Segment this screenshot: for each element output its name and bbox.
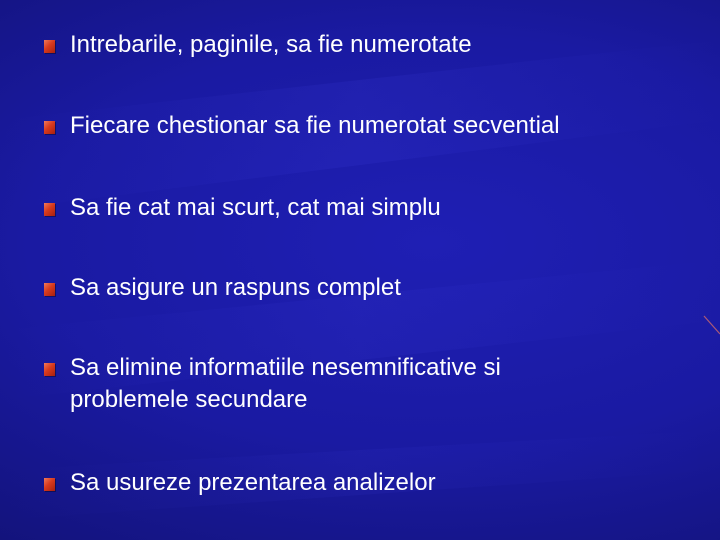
bullet-square-icon: [44, 478, 55, 491]
bullet-item: [70, 192, 690, 224]
bullet-square-icon: [44, 203, 55, 216]
bullet-item: [70, 467, 690, 499]
bullet-text: Fiecare chestionar sa fie numerotat secvential: [70, 112, 560, 139]
bullet-text: Sa asigure un raspuns complet: [70, 274, 401, 301]
bullet-text: Intrebarile, paginile, sa fie numerotate: [70, 31, 472, 58]
bullet-item: [70, 110, 690, 142]
bullet-text: Sa usureze prezentarea analizelor: [70, 469, 436, 496]
bullet-square-icon: [44, 40, 55, 53]
bullet-item: [70, 272, 690, 304]
bullet-text: Sa elimine informatiile nesemnificative si problemele secundare: [70, 354, 501, 413]
bullet-square-icon: [44, 363, 55, 376]
bullet-square-icon: [44, 121, 55, 134]
bullet-item: [70, 352, 690, 416]
bullet-text: Sa fie cat mai scurt, cat mai simplu: [70, 194, 441, 221]
bullet-square-icon: [44, 283, 55, 296]
bullet-item: [70, 29, 690, 61]
